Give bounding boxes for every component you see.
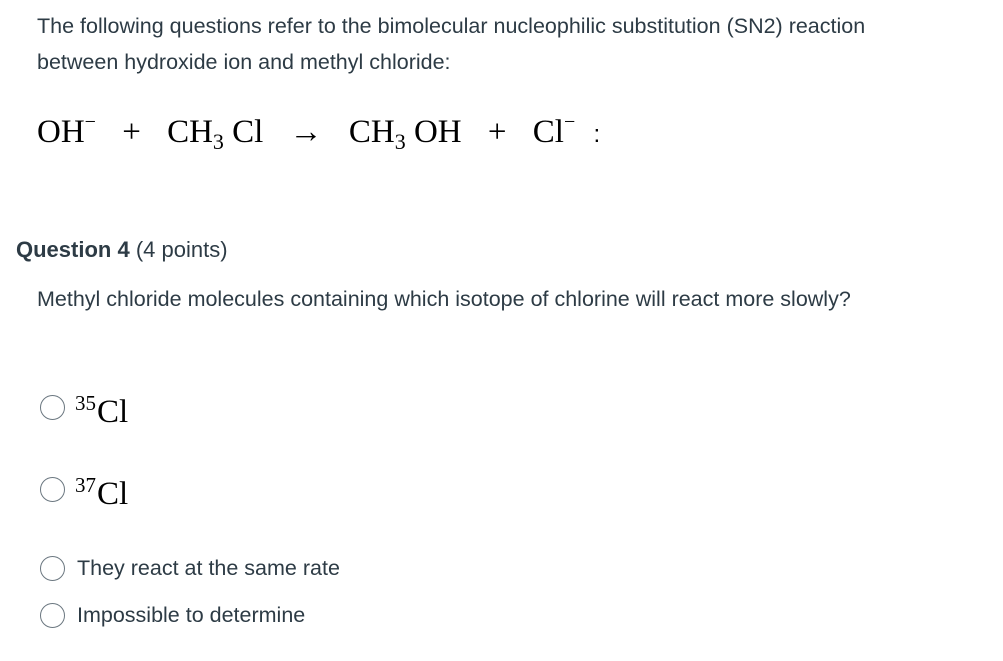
answer-label: $^{37}$Cl [75,473,129,512]
reaction-arrow: → [289,114,323,150]
answer-option-same-rate[interactable] [40,553,340,583]
intro-text: The following questions refer to the bimolecular nucleophilic substitution (SN2) reaction between hydroxide ion and methyl chloride: [37,14,866,74]
question-text: Methyl chloride molecules containing which isotope of chlorine will react more slowly? [37,287,851,311]
chloride-ion: Cl− [532,111,576,150]
answer-label: They react at the same rate [77,556,340,580]
radio-button[interactable] [40,477,65,502]
answer-label: $^{35}$Cl [75,391,129,430]
plus-sign: + [122,114,141,150]
question-title: Question 4 [16,237,130,262]
hydroxide-ion: OH− [37,111,96,150]
answer-option-37cl[interactable] [40,465,128,514]
radio-button[interactable] [40,395,65,420]
question-points: (4 points) [135,237,228,262]
answer-label: Impossible to determine [77,603,306,627]
answer-option-35cl[interactable] [40,383,128,432]
radio-button[interactable] [40,603,65,628]
radio-button[interactable] [40,556,65,581]
reaction-equation [37,100,600,164]
equation-colon: : [593,121,601,148]
methyl-chloride: $CH_3$ Cl [167,114,264,154]
plus-sign: + [487,114,507,150]
answer-option-impossible[interactable] [40,600,305,630]
question-header [16,234,228,266]
methanol: $CH_3$ OH [348,114,462,154]
